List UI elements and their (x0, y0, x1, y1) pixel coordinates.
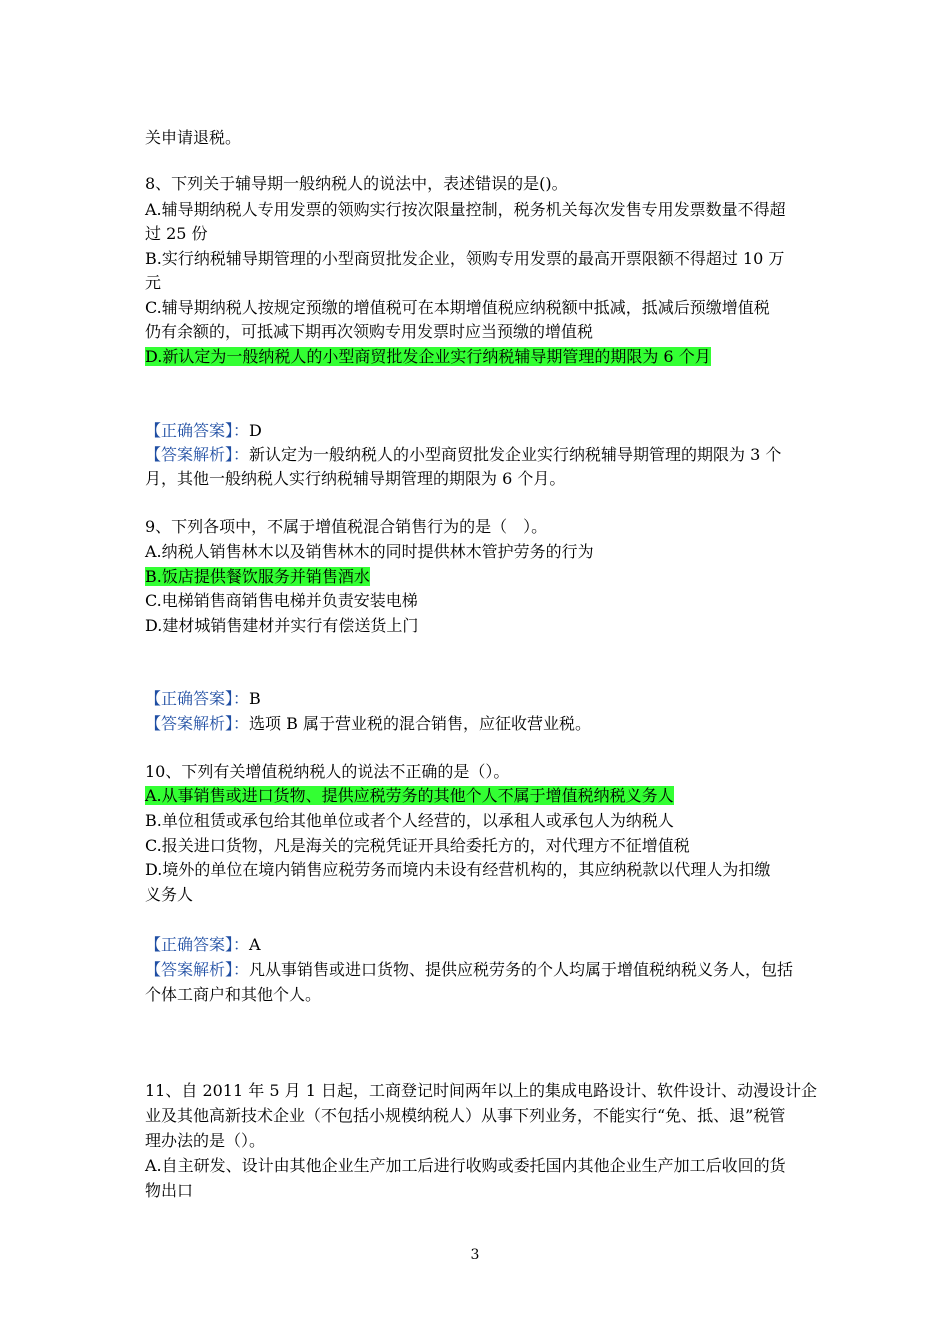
analysis-text: 凡从事销售或进口货物、提供应税劳务的个人均属于增值税纳税义务人，包括 (249, 960, 794, 979)
q9-option-b-highlighted (145, 565, 370, 589)
q8-option-b-line1: B.实行纳税辅导期管理的小型商贸批发企业，领购专用发票的最高开票限额不得超过 10 万 (145, 249, 785, 268)
q11-stem-line2: 业及其他高新技术企业（不包括小规模纳税人）从事下列业务，不能实行“免、抵、退”税管 (145, 1106, 786, 1125)
q10-option-a-highlighted (145, 784, 674, 808)
q10-option-d-line2: 义务人 (145, 885, 194, 904)
q8-option-c-line2: 仍有余额的，可抵减下期再次领购专用发票时应当预缴的增值税 (145, 322, 594, 341)
q10-analysis-line2: 个体工商户和其他个人。 (145, 985, 322, 1004)
q10-option-d-line1: D.境外的单位在境内销售应税劳务而境内未设有经营机构的，其应纳税款以代理人为扣缴 (145, 860, 771, 879)
q11-option-a-line2: 物出口 (145, 1181, 194, 1200)
answer-value: B (249, 689, 261, 708)
q10-option-c: C.报关进口货物，凡是海关的完税凭证开具给委托方的，对代理方不征增值税 (145, 836, 690, 855)
q11-stem-line1: 11、自 2011 年 5 月 1 日起，工商登记时间两年以上的集成电路设计、软件设计、动漫设计企 (145, 1081, 817, 1100)
highlight-mark: A.从事销售或进口货物、提供应税劳务的其他个人不属于增值税纳税义务人 (145, 786, 674, 805)
q8-stem: 8、下列关于辅导期一般纳税人的说法中，表述错误的是()。 (145, 174, 568, 193)
q9-option-a: A.纳税人销售林木以及销售林木的同时提供林木管护劳务的行为 (145, 542, 594, 561)
q8-analysis-line2: 月，其他一般纳税人实行纳税辅导期管理的期限为 6 个月。 (145, 469, 566, 488)
q11-option-a-line1: A.自主研发、设计由其他企业生产加工后进行收购或委托国内其他企业生产加工后收回的货 (145, 1156, 786, 1175)
answer-label: 【正确答案】： (145, 689, 250, 708)
q8-analysis-line1 (145, 443, 781, 467)
analysis-label: 【答案解析】： (145, 445, 250, 464)
q10-stem: 10、下列有关增值税纳税人的说法不正确的是（）。 (145, 762, 510, 781)
answer-label: 【正确答案】： (145, 935, 250, 954)
analysis-label: 【答案解析】： (145, 714, 250, 733)
answer-value: D (249, 421, 262, 440)
q8-option-b-line2: 元 (145, 273, 162, 292)
highlight-mark: D.新认定为一般纳税人的小型商贸批发企业实行纳税辅导期管理的期限为 6 个月 (145, 347, 711, 366)
q11-stem-line3: 理办法的是（）。 (145, 1131, 266, 1150)
q8-option-a-line1: A.辅导期纳税人专用发票的领购实行按次限量控制，税务机关每次发售专用发票数量不得超 (145, 200, 786, 219)
analysis-text: 新认定为一般纳税人的小型商贸批发企业实行纳税辅导期管理的期限为 3 个 (249, 445, 782, 464)
paragraph-tail: 关申请退税。 (145, 128, 242, 147)
analysis-text: 选项 B 属于营业税的混合销售，应征收营业税。 (249, 714, 591, 733)
answer-label: 【正确答案】： (145, 421, 250, 440)
q9-stem: 9、下列各项中，不属于增值税混合销售行为的是（ ）。 (145, 517, 548, 536)
q9-analysis-line1 (145, 712, 591, 736)
q8-option-c-line1: C.辅导期纳税人按规定预缴的增值税可在本期增值税应纳税额中抵减，抵减后预缴增值税 (145, 298, 770, 317)
q9-option-c: C.电梯销售商销售电梯并负责安装电梯 (145, 591, 418, 610)
q9-option-d: D.建材城销售建材并实行有偿送货上门 (145, 616, 419, 635)
q8-option-d-highlighted (145, 345, 711, 369)
q10-option-b: B.单位租赁或承包给其他单位或者个人经营的，以承租人或承包人为纳税人 (145, 811, 674, 830)
q8-correct-answer (145, 419, 262, 443)
q10-analysis-line1 (145, 958, 793, 982)
highlight-mark: B.饭店提供餐饮服务并销售酒水 (145, 567, 370, 586)
q8-option-a-line2: 过 25 份 (145, 224, 208, 243)
q9-correct-answer (145, 687, 261, 711)
analysis-label: 【答案解析】： (145, 960, 250, 979)
page-number: 3 (470, 1247, 480, 1263)
answer-value: A (249, 935, 261, 954)
q10-correct-answer (145, 933, 261, 957)
